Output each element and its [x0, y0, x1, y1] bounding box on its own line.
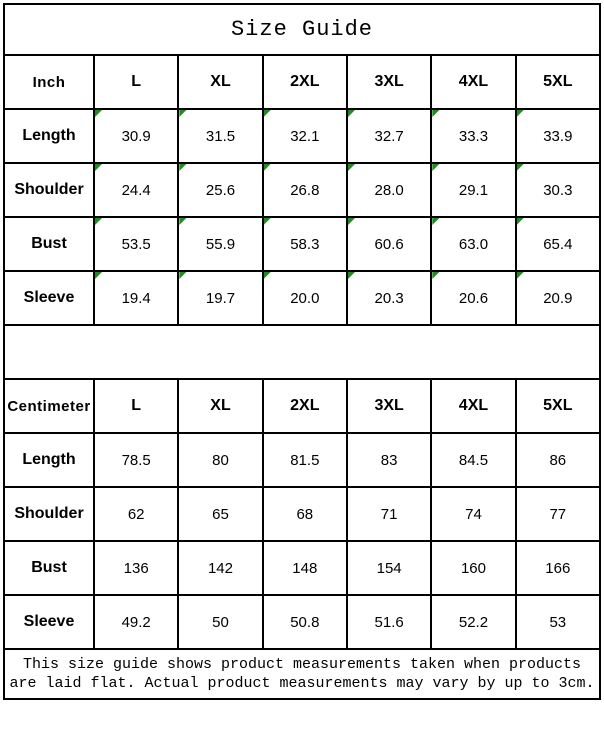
green-corner-flag-icon: [432, 218, 439, 225]
table-cell: 20.6: [431, 271, 515, 325]
cm-unit-header: Centimeter: [4, 379, 94, 433]
inch-col-header-3xl: 3XL: [347, 55, 431, 109]
table-cell: 62: [94, 487, 178, 541]
row-label: Sleeve: [4, 595, 94, 649]
green-corner-flag-icon: [517, 272, 524, 279]
cm-row-shoulder: [4, 487, 600, 541]
table-cell: 19.7: [178, 271, 262, 325]
row-label: Sleeve: [4, 271, 94, 325]
cm-col-header-l: L: [94, 379, 178, 433]
inch-row-sleeve: [4, 271, 600, 325]
row-label: Shoulder: [4, 487, 94, 541]
inch-col-header-l: L: [94, 55, 178, 109]
green-corner-flag-icon: [264, 164, 271, 171]
green-corner-flag-icon: [95, 272, 102, 279]
green-corner-flag-icon: [179, 272, 186, 279]
green-corner-flag-icon: [348, 218, 355, 225]
table-cell: 65: [178, 487, 262, 541]
table-cell: 166: [516, 541, 600, 595]
table-cell: 74: [431, 487, 515, 541]
cm-header-row: [4, 379, 600, 433]
table-cell: 63.0: [431, 217, 515, 271]
table-cell: 71: [347, 487, 431, 541]
cm-col-header-xl: XL: [178, 379, 262, 433]
cm-row-bust: [4, 541, 600, 595]
cm-row-sleeve: [4, 595, 600, 649]
green-corner-flag-icon: [179, 164, 186, 171]
green-corner-flag-icon: [517, 218, 524, 225]
footer-line-1: This size guide shows product measurements taken when products: [22, 656, 582, 673]
green-corner-flag-icon: [264, 110, 271, 117]
row-label: Bust: [4, 217, 94, 271]
table-cell: 19.4: [94, 271, 178, 325]
green-corner-flag-icon: [95, 110, 102, 117]
table-cell: 78.5: [94, 433, 178, 487]
green-corner-flag-icon: [517, 110, 524, 117]
table-cell: 53: [516, 595, 600, 649]
table-cell: 154: [347, 541, 431, 595]
table-cell: 28.0: [347, 163, 431, 217]
table-cell: 20.9: [516, 271, 600, 325]
table-cell: 33.3: [431, 109, 515, 163]
cm-col-header-4xl: 4XL: [431, 379, 515, 433]
cm-row-length: [4, 433, 600, 487]
table-cell: 31.5: [178, 109, 262, 163]
size-guide-table: [3, 3, 601, 700]
table-cell: 68: [263, 487, 347, 541]
inch-col-header-xl: XL: [178, 55, 262, 109]
cm-col-header-2xl: 2XL: [263, 379, 347, 433]
spacer-cell: [4, 325, 600, 379]
footer-line-2: are laid flat. Actual product measurements may vary by up to 3cm.: [9, 675, 595, 692]
row-label: Shoulder: [4, 163, 94, 217]
table-cell: 30.3: [516, 163, 600, 217]
row-label: Length: [4, 433, 94, 487]
inch-unit-header: Inch: [4, 55, 94, 109]
table-cell: 25.6: [178, 163, 262, 217]
title-row: [4, 4, 600, 55]
table-cell: 32.1: [263, 109, 347, 163]
table-cell: 24.4: [94, 163, 178, 217]
cm-col-header-3xl: 3XL: [347, 379, 431, 433]
cm-col-header-5xl: 5XL: [516, 379, 600, 433]
row-label: Bust: [4, 541, 94, 595]
inch-col-header-2xl: 2XL: [263, 55, 347, 109]
green-corner-flag-icon: [95, 164, 102, 171]
footer-note: [4, 649, 600, 699]
green-corner-flag-icon: [432, 272, 439, 279]
table-cell: 50.8: [263, 595, 347, 649]
table-cell: 58.3: [263, 217, 347, 271]
table-cell: 148: [263, 541, 347, 595]
table-cell: 160: [431, 541, 515, 595]
table-cell: 20.3: [347, 271, 431, 325]
table-cell: 136: [94, 541, 178, 595]
table-cell: 142: [178, 541, 262, 595]
table-cell: 29.1: [431, 163, 515, 217]
table-cell: 53.5: [94, 217, 178, 271]
inch-header-row: [4, 55, 600, 109]
table-cell: 60.6: [347, 217, 431, 271]
footer-row: [4, 649, 600, 699]
table-cell: 50: [178, 595, 262, 649]
green-corner-flag-icon: [95, 218, 102, 225]
green-corner-flag-icon: [179, 218, 186, 225]
page-title: Size Guide: [4, 4, 600, 55]
table-cell: 81.5: [263, 433, 347, 487]
green-corner-flag-icon: [432, 164, 439, 171]
green-corner-flag-icon: [517, 164, 524, 171]
row-label: Length: [4, 109, 94, 163]
inch-row-shoulder: [4, 163, 600, 217]
table-cell: 55.9: [178, 217, 262, 271]
green-corner-flag-icon: [264, 218, 271, 225]
table-cell: 65.4: [516, 217, 600, 271]
inch-col-header-5xl: 5XL: [516, 55, 600, 109]
table-cell: 33.9: [516, 109, 600, 163]
table-cell: 51.6: [347, 595, 431, 649]
table-cell: 80: [178, 433, 262, 487]
inch-row-bust: [4, 217, 600, 271]
table-cell: 84.5: [431, 433, 515, 487]
table-cell: 77: [516, 487, 600, 541]
table-cell: 30.9: [94, 109, 178, 163]
spacer-row: [4, 325, 600, 379]
green-corner-flag-icon: [432, 110, 439, 117]
table-cell: 32.7: [347, 109, 431, 163]
table-cell: 26.8: [263, 163, 347, 217]
green-corner-flag-icon: [264, 272, 271, 279]
table-cell: 83: [347, 433, 431, 487]
table-cell: 20.0: [263, 271, 347, 325]
inch-col-header-4xl: 4XL: [431, 55, 515, 109]
table-cell: 49.2: [94, 595, 178, 649]
green-corner-flag-icon: [348, 272, 355, 279]
table-cell: 52.2: [431, 595, 515, 649]
green-corner-flag-icon: [348, 110, 355, 117]
table-cell: 86: [516, 433, 600, 487]
green-corner-flag-icon: [348, 164, 355, 171]
inch-row-length: [4, 109, 600, 163]
green-corner-flag-icon: [179, 110, 186, 117]
